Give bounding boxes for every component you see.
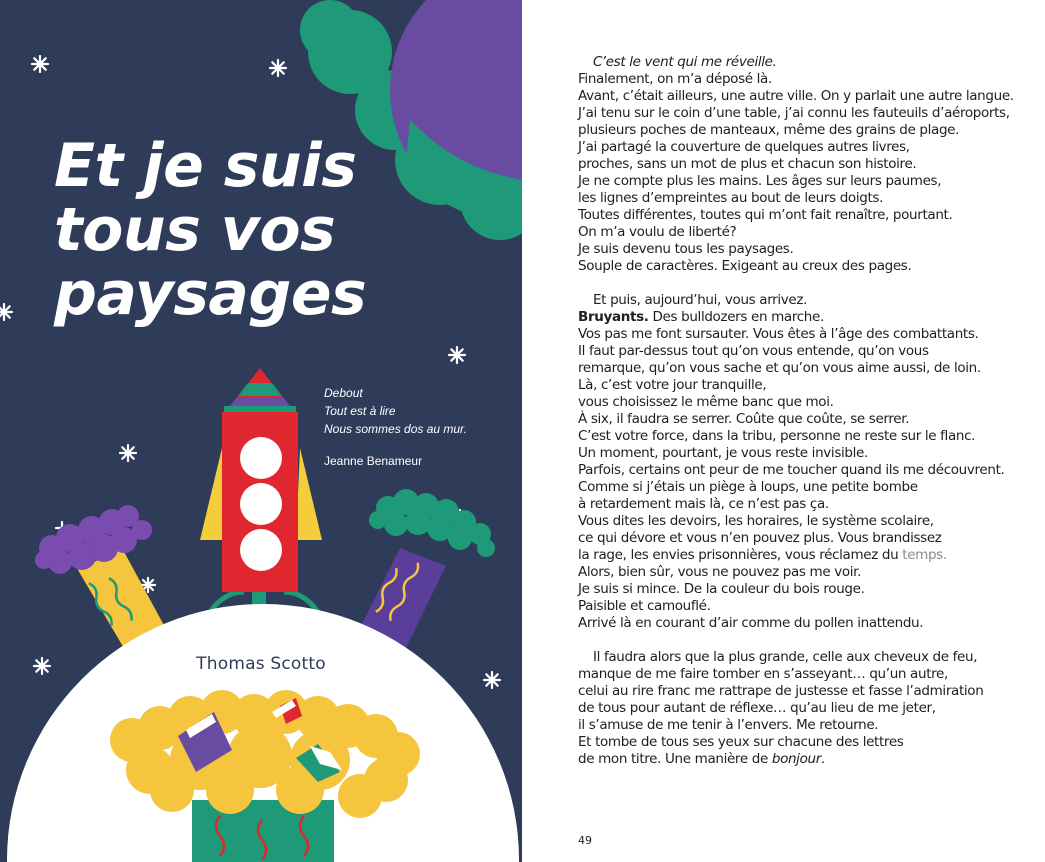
- text-segment: Souple de caractères. Exigeant au creux des pages.: [578, 258, 912, 274]
- text-line: [578, 54, 998, 71]
- text-line: [578, 581, 998, 598]
- epigraph-line: Nous sommes dos au mur.: [324, 422, 467, 436]
- text-segment: C’est le vent qui me réveille.: [593, 54, 777, 70]
- text-line: [578, 496, 998, 513]
- text-line: [578, 547, 998, 564]
- text-segment: Je suis si mince. De la couleur du bois rouge.: [578, 581, 865, 597]
- text-segment: vous choisissez le même banc que moi.: [578, 394, 834, 410]
- text-line: [578, 258, 998, 275]
- text-line: [578, 428, 998, 445]
- text-segment: Toutes différentes, toutes qui m’ont fait renaître, pourtant.: [578, 207, 953, 223]
- text-line: [578, 377, 998, 394]
- text-line: [578, 530, 998, 547]
- text-segment: On m’a voulu de liberté?: [578, 224, 737, 240]
- text-segment: de tous pour autant de réflexe… qu’au lieu de me jeter,: [578, 700, 936, 716]
- text-line: [578, 717, 998, 734]
- text-line: [578, 462, 1005, 479]
- text-line: [578, 445, 998, 462]
- text-segment: il s’amuse de me tenir à l’envers. Me retourne.: [578, 717, 879, 733]
- text-segment: temps.: [902, 547, 947, 563]
- paragraph: [578, 54, 1014, 275]
- text-line: [578, 360, 998, 377]
- text-line: [578, 394, 998, 411]
- text-segment: manque de me faire tomber en s’asseyant… qu’un autre,: [578, 666, 948, 682]
- text-line: [578, 615, 998, 632]
- text-segment: celui au rire franc me rattrape de justesse et fasse l’admiration: [578, 683, 984, 699]
- body-text: [578, 54, 1014, 785]
- text-segment: Comme si j’étais un piège à loups, une petite bombe: [578, 479, 918, 495]
- text-segment: Avant, c’était ailleurs, une autre ville. On y parlait une autre langue.: [578, 88, 1014, 104]
- text-segment: Il faut par-dessus tout qu’on vous entende, qu’on vous: [578, 343, 929, 359]
- text-segment: Vos pas me font sursauter. Vous êtes à l’âge des combattants.: [578, 326, 979, 342]
- text-segment: C’est votre force, dans la tribu, personne ne reste sur le flanc.: [578, 428, 976, 444]
- text-segment: J’ai tenu sur le coin d’une table, j’ai connu les fauteuils d’aéroports,: [578, 105, 1010, 121]
- text-segment: .: [820, 751, 825, 767]
- text-line: [578, 564, 998, 581]
- text-line: [578, 598, 998, 615]
- book-title: [54, 131, 367, 329]
- text-segment: Un moment, pourtant, je vous reste invisible.: [578, 445, 868, 461]
- text-segment: Je ne compte plus les mains. Les âges sur leurs paumes,: [578, 173, 942, 189]
- text-line: [578, 326, 998, 343]
- page-number: 49: [578, 834, 592, 847]
- text-segment: Paisible et camouflé.: [578, 598, 711, 614]
- text-line: [578, 241, 998, 258]
- text-page: [522, 0, 1045, 862]
- text-segment: Bruyants.: [578, 309, 649, 325]
- text-segment: Il faudra alors que la plus grande, celle aux cheveux de feu,: [593, 649, 978, 665]
- text-segment: les lignes d’empreintes au bout de leurs doigts.: [578, 190, 884, 206]
- text-segment: remarque, qu’on vous sache et qu’on vous aime aussi, de loin.: [578, 360, 981, 376]
- text-line: [578, 207, 998, 224]
- text-segment: ce qui dévore et vous n’en pouvez plus. Vous brandissez: [578, 530, 942, 546]
- text-segment: Arrivé là en courant d’air comme du pollen inattendu.: [578, 615, 924, 631]
- text-line: [578, 190, 998, 207]
- paragraph: [578, 292, 1005, 632]
- text-segment: plusieurs poches de manteaux, même des grains de plage.: [578, 122, 960, 138]
- text-segment: Là, c’est votre jour tranquille,: [578, 377, 767, 393]
- text-segment: À six, il faudra se serrer. Coûte que coûte, se serrer.: [578, 411, 910, 427]
- text-line: [578, 343, 998, 360]
- text-line: [578, 734, 998, 751]
- rocket-illustration: [200, 368, 322, 612]
- text-segment: bonjour: [771, 751, 821, 767]
- text-line: [578, 666, 998, 683]
- cover-page: [0, 0, 522, 862]
- epigraph: [324, 384, 467, 470]
- epigraph-line: Tout est à lire: [324, 404, 396, 418]
- text-line: [578, 479, 998, 496]
- epigraph-author: Jeanne Benameur: [324, 454, 423, 468]
- text-segment: Parfois, certains ont peur de me toucher quand ils me découvrent.: [578, 462, 1005, 478]
- text-line: [578, 700, 998, 717]
- text-line: [578, 173, 998, 190]
- text-line: [578, 292, 998, 309]
- text-segment: J’ai partagé la couverture de quelques autres livres,: [578, 139, 910, 155]
- title-line: paysages: [54, 259, 367, 329]
- text-segment: Et puis, aujourd’hui, vous arrivez.: [593, 292, 808, 308]
- text-line: [578, 649, 998, 666]
- text-segment: proches, sans un mot de plus et chacun son histoire.: [578, 156, 917, 172]
- text-line: [578, 105, 1010, 122]
- text-segment: Des bulldozers en marche.: [648, 309, 824, 325]
- text-segment: de mon titre. Une manière de: [578, 751, 772, 767]
- text-line: [578, 88, 1014, 105]
- text-line: [578, 139, 998, 156]
- text-line: [578, 224, 998, 241]
- title-line: tous vos: [54, 195, 336, 265]
- title-line: Et je suis: [54, 131, 357, 201]
- paragraph: [578, 649, 998, 768]
- text-line: [578, 513, 998, 530]
- text-segment: la rage, les envies prisonnières, vous réclamez du: [578, 547, 903, 563]
- text-segment: à retardement mais là, ce n’est pas ça.: [578, 496, 829, 512]
- text-segment: Finalement, on m’a déposé là.: [578, 71, 772, 87]
- text-segment: Alors, bien sûr, vous ne pouvez pas me voir.: [578, 564, 862, 580]
- text-line: [578, 751, 998, 768]
- epigraph-line: Debout: [324, 386, 363, 400]
- text-segment: Je suis devenu tous les paysages.: [578, 241, 794, 257]
- text-line: [578, 683, 998, 700]
- text-segment: Et tombe de tous ses yeux sur chacune des lettres: [578, 734, 904, 750]
- text-segment: Vous dites les devoirs, les horaires, le système scolaire,: [578, 513, 934, 529]
- text-line: [578, 309, 998, 326]
- book-author: Thomas Scotto: [196, 654, 326, 674]
- text-line: [578, 122, 998, 139]
- text-line: [578, 71, 998, 88]
- text-line: [578, 411, 998, 428]
- text-line: [578, 156, 998, 173]
